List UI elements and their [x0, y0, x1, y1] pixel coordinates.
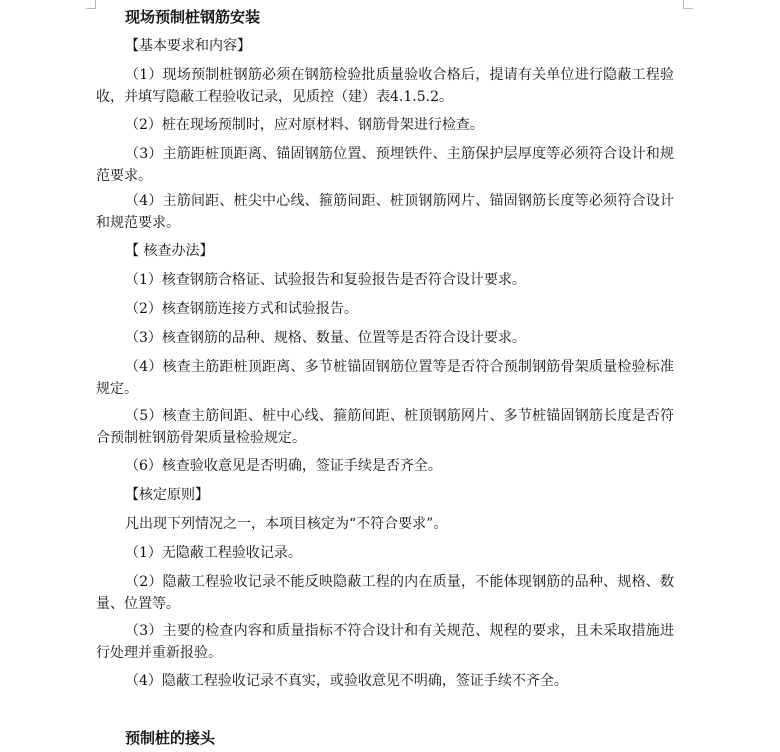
check-item-6: （6）核查验收意见是否明确，签证手续是否齐全。: [125, 458, 442, 474]
section-title: 现场预制桩钢筋安装: [125, 8, 261, 26]
check-item-1: （1）核查钢筋合格证、试验报告和复验报告是否符合设计要求。: [125, 272, 526, 288]
basic-requirements-heading: 【基本要求和内容】: [125, 38, 251, 54]
basic-item-2: （2）桩在现场预制时，应对原材料、钢筋骨架进行检查。: [125, 117, 484, 133]
rule-heading: 【核定原则】: [125, 487, 209, 503]
rule-item-4: （4）隐蔽工程验收记录不真实，或验收意见不明确，签证手续不齐全。: [125, 673, 568, 689]
check-item-4: （4）核查主筋距桩顶距离、多节桩锚固钢筋位置等是否符合预制钢筋骨架质量检验标准规定。: [96, 359, 674, 397]
basic-item-3: （3）主筋距桩顶距离、锚固钢筋位置、预埋铁件、主筋保护层厚度等必须符合设计和规范要求。: [96, 146, 674, 184]
check-item-3: （3）核查钢筋的品种、规格、数量、位置等是否符合设计要求。: [125, 330, 526, 346]
rule-intro: 凡出现下列情况之一，本项目核定为“不符合要求”。: [125, 516, 448, 532]
check-item-2: （2）核查钢筋连接方式和试验报告。: [125, 301, 358, 317]
check-method-heading: 【 核查办法】: [125, 243, 214, 259]
basic-item-1: （1）现场预制桩钢筋必须在钢筋检验批质量验收合格后，提请有关单位进行隐蔽工程验收，并填写隐蔽工程验收记录，见质控（建）表4.1.5.2。: [96, 67, 674, 105]
page-corner-mark-left: [86, 0, 96, 9]
rule-item-1: （1）无隐蔽工程验收记录。: [125, 545, 302, 561]
check-item-5: （5）核查主筋间距、桩中心线、箍筋间距、桩顶钢筋网片、多节桩锚固钢筋长度是否符合预制桩钢筋骨架质量检验规定。: [96, 408, 674, 446]
rule-item-2: （2）隐蔽工程验收记录不能反映隐蔽工程的内在质量，不能体现钢筋的品种、规格、数量、位置等。: [96, 574, 674, 612]
basic-item-4: （4）主筋间距、桩尖中心线、箍筋间距、桩顶钢筋网片、锚固钢筋长度等必须符合设计和规范要求。: [96, 193, 674, 231]
page-corner-mark-right: [683, 0, 693, 9]
rule-item-3: （3）主要的检查内容和质量指标不符合设计和有关规范、规程的要求，且未采取措施进行处理并重新报验。: [96, 623, 674, 661]
next-section-title: 预制桩的接头: [125, 729, 216, 747]
